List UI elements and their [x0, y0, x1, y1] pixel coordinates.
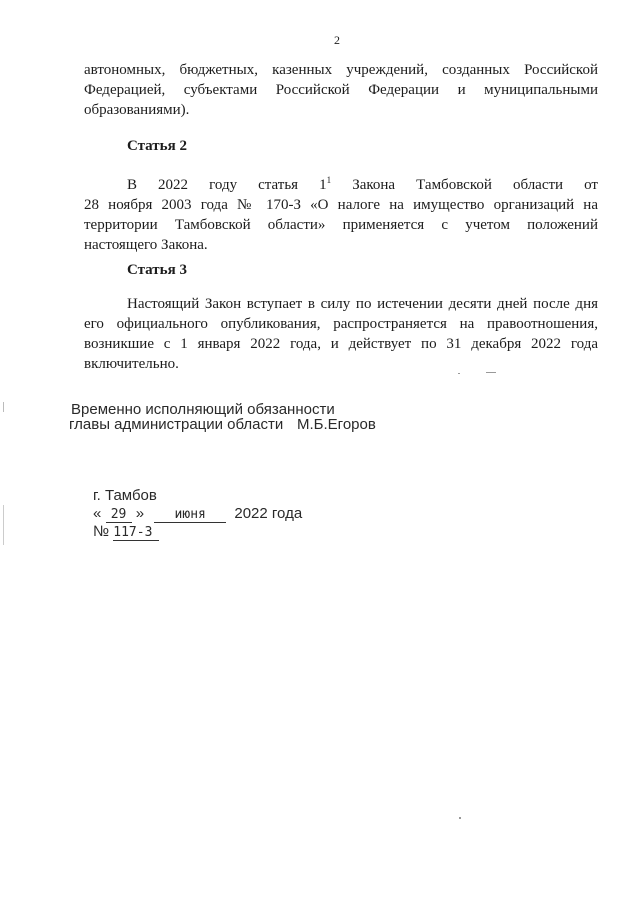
scan-speck — [459, 817, 461, 819]
scan-speck — [458, 373, 460, 374]
article-3-heading: Статья 3 — [127, 262, 187, 278]
date-open-quote: « — [93, 505, 102, 522]
law-number: 117-З — [113, 525, 159, 541]
date-month: июня — [154, 507, 226, 523]
article-2-line-1-text: В 2022 году статья 1 — [127, 177, 327, 193]
article-2-heading: Статья 2 — [127, 138, 187, 154]
article-2-superscript: 1 — [326, 175, 332, 185]
article-2-paragraph — [84, 170, 598, 255]
intro-line-3: образованиями). — [84, 102, 190, 118]
scan-speck — [3, 402, 4, 412]
article-3-line-4: включительно. — [84, 356, 179, 372]
article-2-line-1-tail: Закона Тамбовской области от — [331, 177, 598, 193]
article-2-line-4: настоящего Закона. — [84, 237, 208, 253]
date-day: 29 — [106, 507, 132, 523]
article-2-line-1 — [84, 170, 598, 195]
intro-line-1: автономных, бюджетных, казенных учреждений, созданных Российской — [84, 62, 598, 78]
article-2-line-2: 28 ноября 2003 года № 170-З «О налоге на имущество организаций на — [84, 197, 598, 213]
article-3-paragraph — [84, 294, 598, 374]
signature-title: главы администрации области — [69, 416, 284, 433]
footer-city: г. Тамбов — [93, 487, 157, 504]
signature-position-line: Временно исполняющий обязанности — [71, 401, 335, 418]
article-3-line-1: Настоящий Закон вступает в силу по истечении десяти дней после дня — [127, 296, 598, 312]
date-year: 2022 года — [234, 505, 303, 522]
number-sign: № — [93, 523, 110, 540]
article-3-line-3: возникшие с 1 января 2022 года, и действует по 31 декабря 2022 года — [84, 336, 598, 352]
intro-line-2: Федерацией, субъектами Российской Федерации и муниципальными — [84, 82, 598, 98]
footer-date — [93, 505, 302, 523]
intro-paragraph — [84, 60, 598, 120]
article-2-line-3: территории Тамбовской области» применяется с учетом положений — [84, 217, 598, 233]
scan-speck — [3, 505, 4, 545]
signature-name: М.Б.Егоров — [297, 416, 376, 433]
page-number: 2 — [334, 33, 340, 47]
footer-number — [93, 523, 159, 541]
scan-speck — [486, 372, 496, 373]
article-3-line-2: его официального опубликования, распространяется на правоотношения, — [84, 316, 598, 332]
date-close-quote: » — [135, 505, 145, 522]
